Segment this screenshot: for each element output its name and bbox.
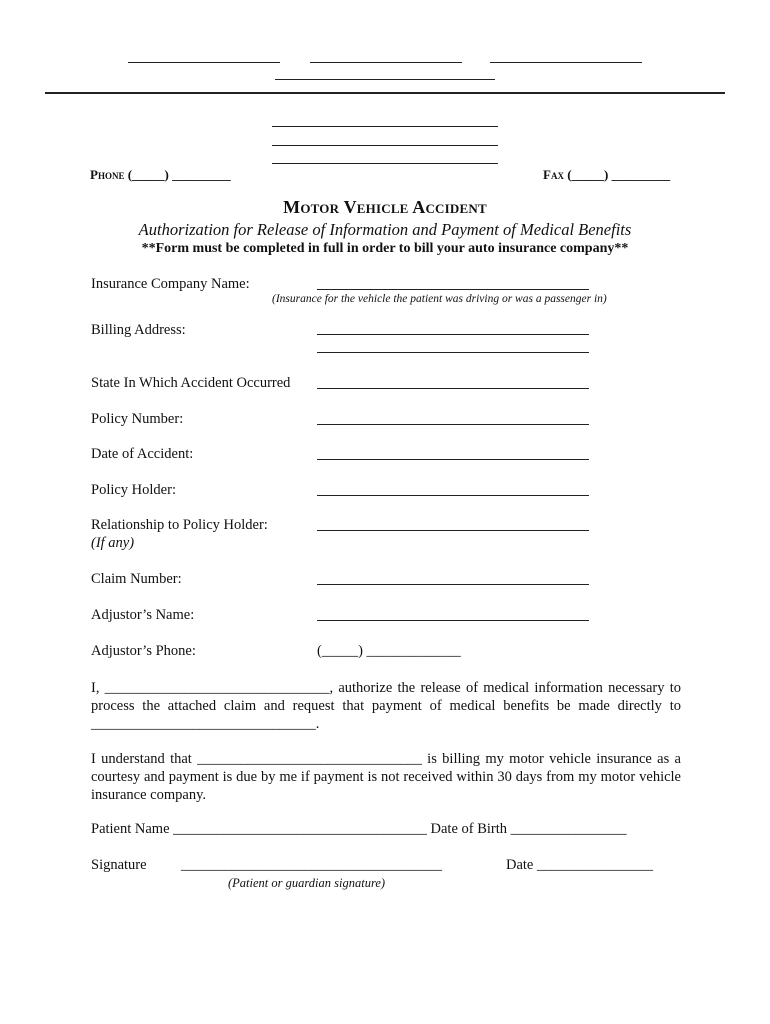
fax-label: Fax (_____) _________ <box>543 167 671 182</box>
form-subtitle: Authorization for Release of Information and Payment of Medical Benefits <box>138 220 632 239</box>
claim-number-label: Claim Number: <box>91 571 182 587</box>
patient-name-row[interactable]: Patient Name ___________________________________ Date of Birth ________________ <box>91 821 627 837</box>
letterhead-divider <box>45 92 725 94</box>
relationship-field[interactable] <box>317 530 589 531</box>
billing-address-field-2[interactable] <box>317 352 589 353</box>
relationship-note: (If any) <box>91 535 135 551</box>
authorization-statement: I, _______________________________, authorize the release of medical information necessary to process the attached claim and request that payment of medical benefits be made directly to _______________________________. <box>91 680 681 732</box>
insurance-company-field[interactable] <box>317 289 589 290</box>
adjustor-phone-field[interactable]: (_____) _____________ <box>317 643 461 659</box>
letterhead-blank-2[interactable] <box>310 62 462 63</box>
signature-note: (Patient or guardian signature) <box>228 876 386 890</box>
insurance-company-label: Insurance Company Name: <box>91 276 250 292</box>
policy-number-field[interactable] <box>317 424 589 425</box>
letterhead-blank-4[interactable] <box>275 79 495 80</box>
insurance-note: (Insurance for the vehicle the patient was driving or was a passenger in) <box>272 293 607 305</box>
state-label: State In Which Accident Occurred <box>91 375 291 391</box>
claim-number-field[interactable] <box>317 584 589 585</box>
adjustor-name-field[interactable] <box>317 620 589 621</box>
adjustor-name-label: Adjustor’s Name: <box>91 607 195 623</box>
policy-holder-field[interactable] <box>317 495 589 496</box>
signature-label: Signature <box>91 857 147 873</box>
form-notice: **Form must be completed in full in order to bill your auto insurance company** <box>141 241 629 256</box>
letterhead-blank-1[interactable] <box>128 62 280 63</box>
billing-address-field-1[interactable] <box>317 334 589 335</box>
courtesy-statement: I understand that _______________________________ is billing my motor vehicle insurance as a courtesy and payment is due by me if payment is not received within 30 days from my motor vehicle insurance company. <box>91 751 681 803</box>
date-of-accident-field[interactable] <box>317 459 589 460</box>
date-of-accident-label: Date of Accident: <box>91 446 194 462</box>
address-blank-3[interactable] <box>272 163 498 164</box>
policy-number-label: Policy Number: <box>91 411 184 427</box>
address-blank-1[interactable] <box>272 126 498 127</box>
state-field[interactable] <box>317 388 589 389</box>
adjustor-phone-label: Adjustor’s Phone: <box>91 643 196 659</box>
letterhead-blank-3[interactable] <box>490 62 642 63</box>
signature-field[interactable]: ____________________________________ <box>181 857 442 873</box>
address-blank-2[interactable] <box>272 145 498 146</box>
billing-address-label: Billing Address: <box>91 322 186 338</box>
date-field[interactable]: Date ________________ <box>506 857 653 873</box>
policy-holder-label: Policy Holder: <box>91 482 176 498</box>
form-title: Motor Vehicle Accident <box>283 197 487 217</box>
relationship-label: Relationship to Policy Holder: <box>91 517 268 533</box>
phone-label: Phone (_____) _________ <box>90 167 231 182</box>
